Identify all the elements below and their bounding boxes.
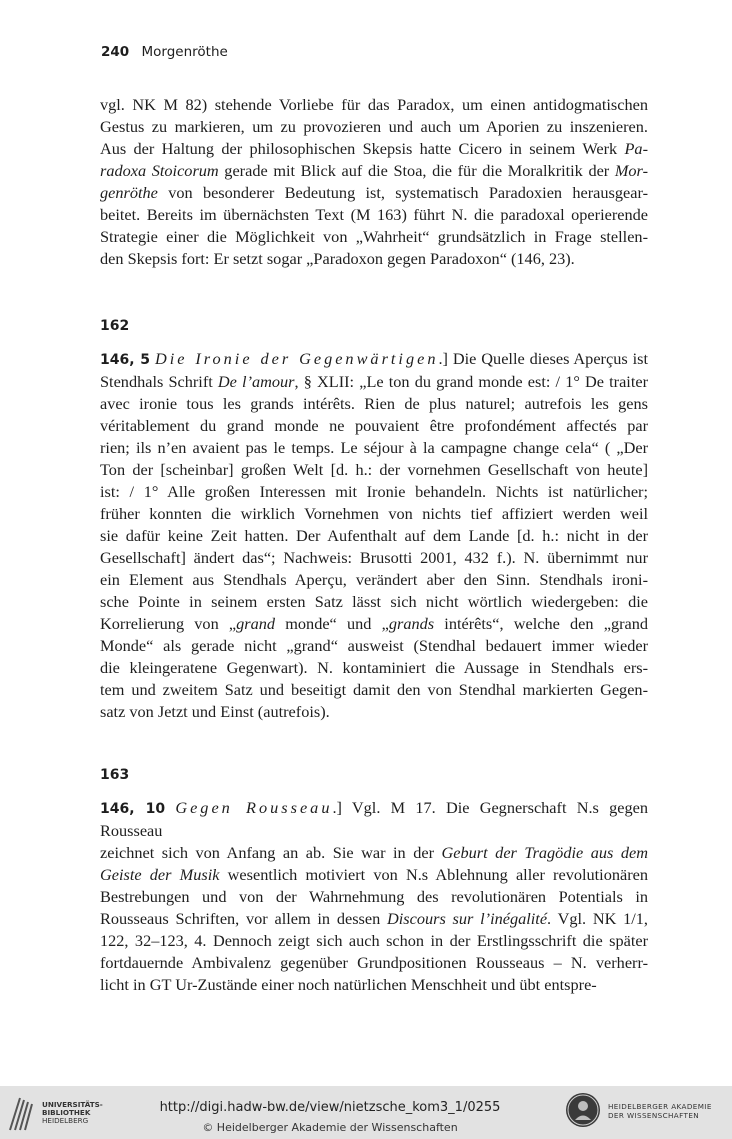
- academy-name: HEIDELBERGER AKADEMIE DER WISSENSCHAFTEN: [608, 1102, 712, 1120]
- intro-paragraph: [100, 94, 648, 270]
- text-line: Aus der Haltung der philosophischen Skepsis hatte Cicero in seinem Werk Pa-: [100, 139, 648, 158]
- lemma-spaced: Gegen Rousseau: [175, 798, 333, 817]
- text-line: satz von Jetzt und Einst (autrefois).: [100, 702, 330, 721]
- section-162-paragraph: [100, 348, 648, 723]
- text-line: avec ironie tous les grands intérêts. Rien de plus naturel; autrefois les gens: [100, 394, 648, 413]
- text-line: sche Pointe in seinem ersten Satz lässt sich nicht wörtlich wiedergeben: die: [100, 592, 648, 611]
- italic-run: radoxa Stoicorum: [100, 161, 219, 180]
- text-line: licht in GT Ur-Zustände einer noch natürlichen Menschheit und übt entspre-: [100, 975, 597, 994]
- text-line: früher konnten die wirklich Vornehmen von nichts tief affiziert werden weil: [100, 504, 648, 523]
- text-line: radoxa Stoicorum gerade mit Blick auf die Stoa, die für die Moralkritik der Mor-: [100, 161, 648, 180]
- library-name: UNIVERSITÄTS- BIBLIOTHEK HEIDELBERG: [42, 1100, 103, 1125]
- section-heading-163: 163: [100, 767, 130, 783]
- text-line: 146, 5 Die Ironie der Gegenwärtigen.] Die Quelle dieses Aperçus ist: [100, 349, 648, 368]
- italic-run: Pa-: [624, 139, 648, 158]
- text-line: sie dafür keine Zeit hatten. Der Aufenthalt auf dem Lande [d. h.: nicht in der: [100, 526, 648, 545]
- text-line: Gestus zu markieren, um zu provozieren und auch um Aporien zu inszenieren.: [100, 117, 648, 136]
- text-line: Stendhals Schrift De l’amour, § XLII: „Le ton du grand monde est: / 1° De traiter: [100, 372, 649, 391]
- italic-run: Mor-: [614, 161, 648, 180]
- text-line: den Skepsis fort: Er setzt sogar „Paradoxon gegen Paradoxon“ (146, 23).: [100, 249, 575, 268]
- text-line: fortdauernde Ambivalenz gegenüber Grundpositionen Rousseaus – N. verherr-: [100, 953, 648, 972]
- text-line: 146, 10 Gegen Rousseau.] Vgl. M 17. Die Gegnerschaft N.s gegen Rousseau: [100, 798, 648, 840]
- text-line: Bestrebungen und von der Wahrnehmung des revolutionären Potentials in: [100, 887, 648, 906]
- text-line: 122, 32–123, 4. Dennoch zeigt sich auch schon in der Erstlingsschrift die später: [100, 931, 648, 950]
- italic-run: Discours sur l’inégalité: [387, 909, 548, 928]
- digitization-footer: [0, 1086, 732, 1139]
- text-line: beitet. Bereits im übernächsten Text (M 163) führt N. die paradoxal operierende: [100, 205, 648, 224]
- text-line: Ton der [scheinbar] großen Welt [d. h.: der vornehmen Gesellschaft von heute]: [100, 460, 648, 479]
- text-line: Strategie einer die Möglichkeit von „Wahrheit“ grundsätzlich in Frage stellen-: [100, 227, 648, 246]
- text-line: rien; ils n’en avaient pas le temps. Le séjour à la campagne change cela“ ( „Der: [100, 438, 648, 457]
- text-line: zeichnet sich von Anfang an ab. Sie war in der Geburt der Tragödie aus dem: [100, 843, 649, 862]
- lemma-reference: 146, 5: [100, 352, 151, 368]
- source-url-link[interactable]: http://digi.hadw-bw.de/view/nietzsche_kom3_1/0255: [159, 1100, 501, 1115]
- text-line: ist: / 1° Alle großen Interessen mit Ironie behandeln. Nichts ist natürlicher;: [100, 482, 648, 501]
- text-line: Korrelierung von „grand monde“ und „grands intérêts“, welche den „grand: [100, 614, 649, 633]
- text-line: genröthe von besonderer Bedeutung ist, systematisch Paradoxien herausgear-: [100, 183, 648, 202]
- text-line: vgl. NK M 82) stehende Vorliebe für das Paradox, um einen antidogmatischen: [100, 95, 648, 114]
- italic-run: Geburt der Tragödie aus dem: [441, 843, 649, 862]
- italic-run: grand: [236, 614, 276, 633]
- text-line: die kleingeratene Gegenwart). N. kontaminiert die Aussage in Stendhals ers-: [100, 658, 648, 677]
- text-line: Rousseaus Schriften, vor allem in dessen Discours sur l’inégalité. Vgl. NK 1/1,: [100, 909, 648, 928]
- copyright-notice: © Heidelberger Akademie der Wissenschaften: [202, 1121, 458, 1134]
- running-header: [101, 44, 228, 60]
- text-line: véritablement du grand monde ne pouvaient être profondément affectés par: [100, 416, 648, 435]
- italic-run: Geiste der Musik: [100, 865, 220, 884]
- text-line: ein Element aus Stendhals Aperçu, verändert aber den Sinn. Stendhals ironi-: [100, 570, 648, 589]
- running-title: Morgenröthe: [141, 44, 228, 60]
- italic-run: grands: [388, 614, 435, 633]
- text-line: Monde“ als gerade nicht „grand“ ausweist (Stendhal bedauert immer wieder: [100, 636, 648, 655]
- text-line: Geiste der Musik wesentlich motiviert von N.s Ablehnung aller revolutionären: [100, 865, 648, 884]
- section-heading-162: 162: [100, 318, 130, 334]
- academy-seal-icon: [566, 1093, 600, 1127]
- text-line: tem und zweitem Satz und beseitigt damit den von Stendhal markierten Gegen-: [100, 680, 648, 699]
- lemma-spaced: Die Ironie der Gegenwärtigen: [154, 349, 439, 368]
- italic-run: De l’amour: [217, 372, 295, 391]
- section-163-paragraph: [100, 797, 648, 996]
- lemma-reference: 146, 10: [100, 801, 166, 817]
- text-line: Gesellschaft] ändert das“; Nachweis: Brusotti 2001, 432 f.). N. übernimmt nur: [100, 548, 648, 567]
- italic-run: genröthe: [100, 183, 158, 202]
- page-number: 240: [101, 44, 130, 60]
